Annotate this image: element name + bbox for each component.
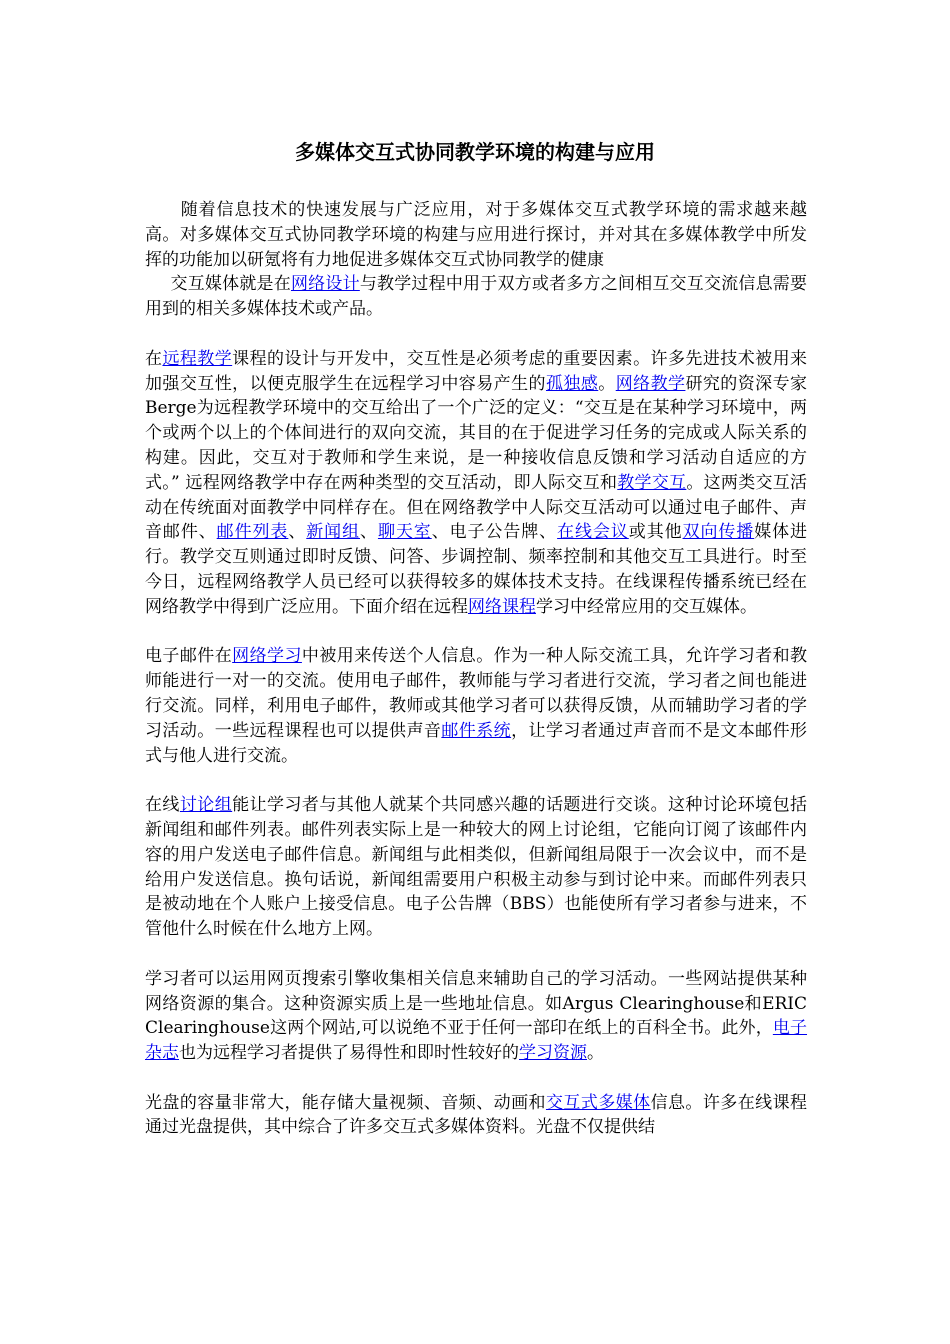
hyperlink[interactable]: 双向传播 <box>682 522 755 543</box>
paragraph-p6 <box>145 967 807 1066</box>
document-body <box>145 198 807 1140</box>
paragraph-text: 光盘的容量非常大，能存储大量视频、音频、动画和 <box>145 1092 546 1113</box>
hyperlink[interactable]: 邮件列表 <box>216 522 289 543</box>
paragraph-p1 <box>145 198 807 272</box>
hyperlink[interactable]: 网络设计 <box>290 274 360 295</box>
paragraph-text: 媒体进行。教学交互则通过即时反馈、问答、步调控制、频率控制和其他交互工具进行。时至今日，远程网络教学人员已经可以获得较多的媒体技术支持。在线课程传播系统已经在网络教学中得到广泛应用。下面介绍在远程 <box>145 522 808 617</box>
paragraph-text: 中被用来传送个人信息。作为一种人际交流工具，允许学习者和教师能进行一对一的交流。使用电子邮件，教师能与学习者进行交流，学习者之间也能进行交流。同样，利用电子邮件，教师或其他学习者可以获得反馈，从而辅助学习者的学习活动。一些远程课程也可以提供声音 <box>145 646 808 741</box>
paragraph-p3 <box>145 347 807 620</box>
paragraph-text: 、电子公告牌、 <box>431 522 558 543</box>
paragraph-text: 与教学过程中用于双方或者多方之间相互交互交流信息需要用到的相关多媒体技术或产品。 <box>145 274 808 320</box>
paragraph-text: 信息。许多在线课程通过光盘提供，其中综合了许多交互式多媒体资料。光盘不仅提供结 <box>145 1092 808 1138</box>
paragraph-text: ，让学习者通过声音而不是文本邮件形式与他人进行交流。 <box>145 720 808 766</box>
paragraph-text: 交互媒体就是在 <box>170 274 291 295</box>
hyperlink[interactable]: 交互式多媒体 <box>545 1092 651 1113</box>
paragraph-text: 。这两类交互活动在传统面对面教学中同样存在。但在网络教学中人际交互活动可以通过电子邮件、声音邮件、 <box>145 472 808 543</box>
paragraph-text: 、 <box>288 522 307 543</box>
paragraph-text: 电子邮件在 <box>145 646 233 667</box>
document-title: 多媒体交互式协同教学环境的构建与应用 <box>295 140 655 164</box>
paragraph-text: 或其他 <box>628 522 683 543</box>
hyperlink[interactable]: 邮件系统 <box>441 720 512 741</box>
hyperlink[interactable]: 远程教学 <box>162 348 233 369</box>
hyperlink[interactable]: 网络课程 <box>468 596 536 617</box>
hyperlink[interactable]: 新闻组 <box>306 522 361 543</box>
hyperlink[interactable]: 孤独感 <box>545 373 599 394</box>
paragraph-text: 学习中经常应用的交互媒体。 <box>536 596 757 617</box>
paragraph-text: 。 <box>598 373 616 394</box>
hyperlink[interactable]: 学习资源 <box>519 1043 587 1064</box>
hyperlink[interactable]: 网络教学 <box>615 373 686 394</box>
hyperlink[interactable]: 讨论组 <box>179 795 233 816</box>
hyperlink[interactable]: 在线会议 <box>557 522 629 543</box>
paragraph-text: 能让学习者与其他人就某个共同感兴趣的话题进行交谈。这种讨论环境包括新闻组和邮件列表。邮件列表实际上是一种较大的网上讨论组，它能向订阅了该邮件内容的用户发送电子邮件信息。新闻组与此相类似，但新闻组局限于一次会议中，而不是给用户发送信息。换句话说，新闻组需要用户积极主动参与到讨论中来。而邮件列表只是被动地在个人账户上接受信息。电子公告牌（BBS）也能使所有学习者参与进来，不管他什么时候在什么地方上网。 <box>145 795 808 940</box>
hyperlink[interactable]: 网络学习 <box>232 646 302 667</box>
paragraph-text: 研究的资深专家Berge为远程教学环境中的交互给出了一个广泛的定义：“交互是在某种学习环境中，两个或两个以上的个体间进行的双向交流，其目的在于促进学习任务的完成或人际关系的构建。因此，交互对于教师和学生来说，是一种接收信息反馈和学习活动自适应的方式。” 远程网络教学中存在两种类型的交互活动，即人际交互和 <box>145 373 808 493</box>
hyperlink[interactable]: 聊天室 <box>377 522 432 543</box>
paragraph-text: 学习者可以运用网页搜索引擎收集相关信息来辅助自己的学习活动。一些网站提供某种网络资源的集合。这种资源实质上是一些地址信息。如Argus Clearinghouse和ERIC Clearinghouse这两个网站,可以说绝不亚于任何一部印在纸上的百科全书。此外， <box>145 968 807 1039</box>
paragraph-text: 。 <box>587 1043 604 1064</box>
hyperlink[interactable]: 电子杂志 <box>145 1018 808 1064</box>
paragraph-text: 、 <box>360 522 378 543</box>
paragraph-p5 <box>145 793 807 942</box>
paragraph-p2 <box>145 272 807 322</box>
paragraph-p4 <box>145 644 807 768</box>
paragraph-text: 随着信息技术的快速发展与广泛应用，对于多媒体交互式教学环境的需求越来越高。对多媒体交互式协同教学环境的构建与应用进行探讨，并对其在多媒体教学中所发挥的功能加以研氪将有力地促进多媒体交互式协同教学的健康 <box>145 200 807 270</box>
paragraph-text: 也为远程学习者提供了易得性和即时性较好的 <box>179 1043 519 1064</box>
paragraph-text: 课程的设计与开发中，交互性是必须考虑的重要因素。许多先进技术被用来加强交互性，以便克服学生在远程学习中容易产生的 <box>145 348 808 394</box>
paragraph-text: 在 <box>145 348 163 369</box>
paragraph-p7 <box>145 1091 807 1141</box>
hyperlink[interactable]: 教学交互 <box>617 472 687 493</box>
paragraph-text: 在线 <box>145 795 180 816</box>
